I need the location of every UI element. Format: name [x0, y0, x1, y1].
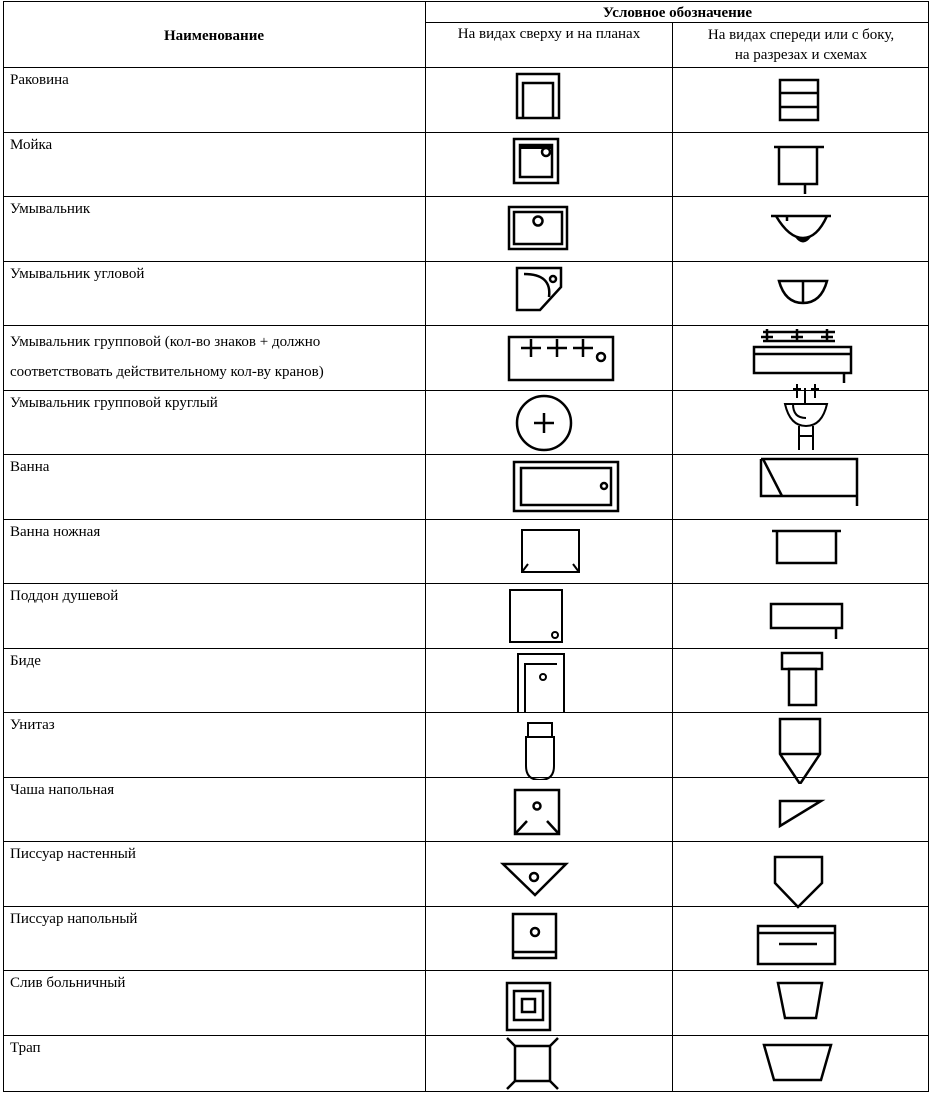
wall-urinal-side-icon	[771, 843, 827, 909]
round-group-washbasin-side-icon	[775, 380, 835, 452]
round-group-washbasin-plan-icon	[511, 392, 577, 454]
wall-urinal-plan-icon	[498, 843, 570, 903]
bathtub-plan-icon	[508, 456, 624, 516]
header-plan: На видах сверху и на планах	[457, 26, 641, 42]
header-side-line1: На видах спереди или с боку,	[707, 27, 895, 43]
row-name: Трап	[10, 1040, 41, 1056]
header-side-line2: на разрезах и схемах	[734, 47, 868, 63]
row-name: Писсуар настенный	[10, 846, 136, 862]
hospital-drain-plan-icon	[503, 972, 559, 1034]
row-name: Умывальник групповой круглый	[10, 395, 218, 411]
row-name: Раковина	[10, 72, 69, 88]
header-symbol: Условное обозначение	[602, 5, 753, 21]
foot-bath-side-icon	[769, 521, 847, 573]
row-name: Унитаз	[10, 717, 55, 733]
foot-bath-plan-icon	[515, 521, 585, 579]
floor-drain-side-icon	[761, 1037, 835, 1087]
bidet-side-icon	[778, 650, 830, 712]
sink-side-icon	[773, 69, 827, 127]
row-name: Писсуар напольный	[10, 911, 138, 927]
floor-drain-plan-icon	[505, 1037, 561, 1093]
row-name: Мойка	[10, 137, 53, 153]
bidet-plan-icon	[511, 650, 573, 712]
row-name: Ванна	[10, 459, 50, 475]
shower-tray-plan-icon	[503, 585, 569, 647]
washbasin-plan-icon	[503, 198, 575, 254]
symbols-table	[3, 1, 929, 1092]
kitchen-sink-plan-icon	[508, 134, 572, 190]
shower-tray-side-icon	[765, 585, 849, 641]
hospital-drain-side-icon	[775, 972, 827, 1026]
floor-urinal-side-icon	[755, 908, 841, 970]
row-name: Чаша напольная	[10, 782, 115, 798]
toilet-plan-icon	[515, 714, 563, 780]
row-name: Ванна ножная	[10, 524, 101, 540]
row-name: Поддон душевой	[10, 588, 119, 604]
row-name: Умывальник угловой	[10, 266, 145, 282]
floor-bowl-plan-icon	[508, 779, 568, 839]
corner-washbasin-side-icon	[773, 263, 833, 319]
header-name: Наименование	[164, 28, 264, 44]
row-name: Слив больничный	[10, 975, 126, 991]
corner-washbasin-plan-icon	[508, 263, 572, 319]
toilet-side-icon	[775, 714, 827, 784]
row-name: Умывальник групповой (кол-во знаков + должно соответствовать действительному кол-ву кранов)	[10, 334, 324, 380]
row-name: Биде	[10, 653, 41, 669]
row-name: Умывальник	[10, 201, 91, 217]
group-washbasin-plan-icon	[503, 327, 619, 387]
bathtub-side-icon	[757, 456, 865, 516]
kitchen-sink-side-icon	[769, 134, 829, 196]
sink-plan-icon	[508, 69, 572, 125]
washbasin-side-icon	[769, 198, 837, 258]
floor-urinal-plan-icon	[508, 908, 564, 968]
floor-bowl-side-icon	[775, 796, 827, 832]
